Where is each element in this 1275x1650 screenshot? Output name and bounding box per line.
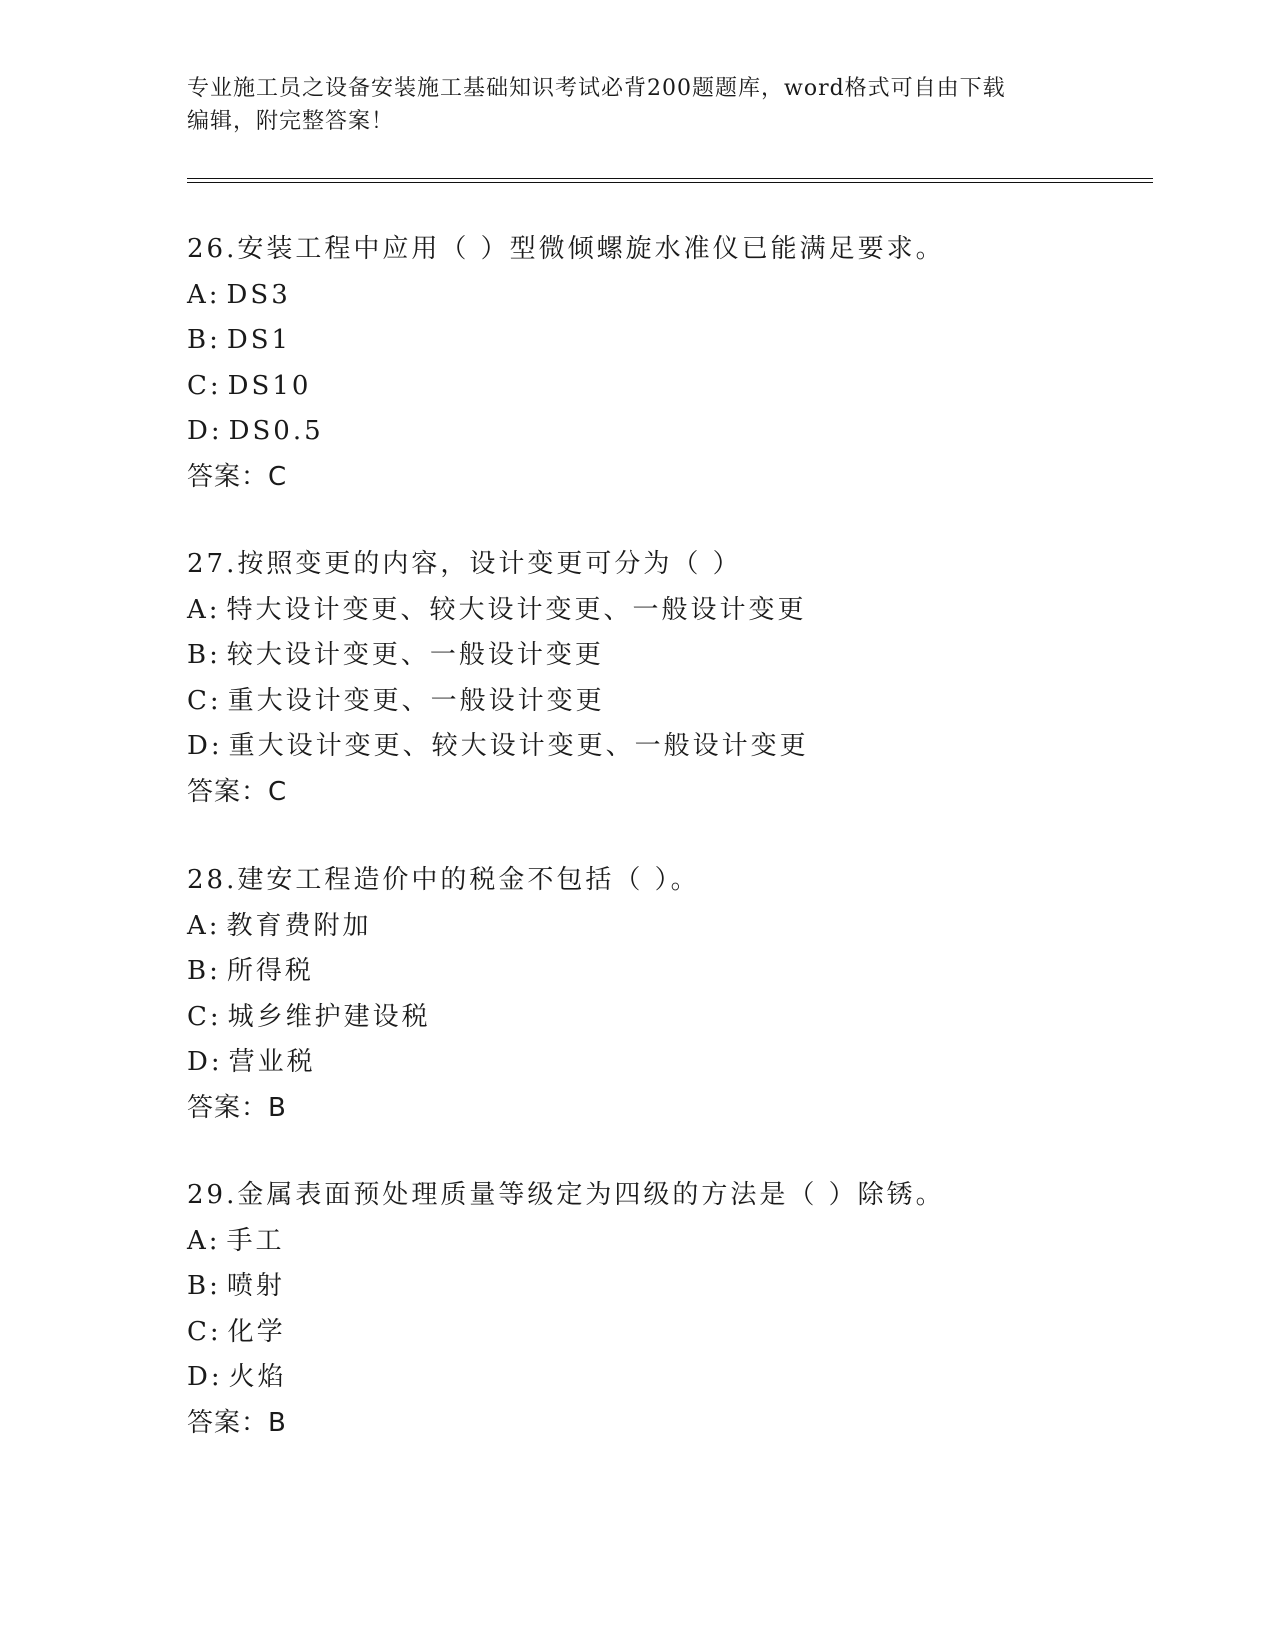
question-block <box>187 227 1147 500</box>
option-a: A: 教育费附加 <box>187 904 1147 950</box>
option-d: D: 火焰 <box>187 1355 1147 1401</box>
option-text: 较大设计变更、一般设计变更 <box>226 640 604 670</box>
option-letter: A <box>187 1225 209 1256</box>
option-text: 喷射 <box>226 1271 285 1301</box>
answer-line: 答案：C <box>187 776 288 807</box>
option-d: D: 重大设计变更、较大设计变更、一般设计变更 <box>187 724 1147 770</box>
option-b: B: DS1 <box>187 318 1147 364</box>
option-c: C: 重大设计变更、一般设计变更 <box>187 679 1147 725</box>
option-letter: C <box>187 685 210 716</box>
option-letter: B <box>187 956 210 986</box>
option-letter: D <box>187 416 211 446</box>
option-a: A: 特大设计变更、较大设计变更、一般设计变更 <box>187 588 1147 634</box>
question-title: 27.按照变更的内容，设计变更可分为（ ） <box>187 549 742 579</box>
option-b: B: 较大设计变更、一般设计变更 <box>187 633 1147 679</box>
option-letter: D <box>187 1047 211 1077</box>
option-text: DS1 <box>226 325 292 355</box>
option-a: A: DS3 <box>187 273 1147 319</box>
question-title: 29.金属表面预处理质量等级定为四级的方法是（ ）除锈。 <box>187 1180 945 1210</box>
question-block <box>187 542 1147 815</box>
option-text: 城乡维护建设税 <box>227 1001 431 1032</box>
option-text: DS10 <box>227 370 312 401</box>
answer-line: 答案：B <box>187 1092 287 1123</box>
question-block <box>187 858 1147 1131</box>
option-c: C: DS10 <box>187 364 1147 410</box>
option-b: B: 所得税 <box>187 949 1147 995</box>
header-line-2: 编辑，附完整答案！ <box>187 109 395 134</box>
question-title: 26.安装工程中应用（ ）型微倾螺旋水准仪已能满足要求。 <box>187 234 945 264</box>
header-divider-top <box>187 178 1153 179</box>
option-letter: D <box>187 731 211 761</box>
option-text: 重大设计变更、较大设计变更、一般设计变更 <box>228 731 809 761</box>
option-letter: A <box>187 910 209 941</box>
option-letter: C <box>187 1316 210 1347</box>
option-text: 特大设计变更、较大设计变更、一般设计变更 <box>226 594 807 625</box>
option-d: D: DS0.5 <box>187 409 1147 455</box>
option-b: B: 喷射 <box>187 1264 1147 1310</box>
question-block <box>187 1173 1147 1446</box>
document-header <box>187 72 1087 138</box>
answer-line: 答案：B <box>187 1407 287 1438</box>
option-d: D: 营业税 <box>187 1040 1147 1086</box>
option-text: 所得税 <box>226 956 314 986</box>
option-a: A: 手工 <box>187 1219 1147 1265</box>
option-letter: D <box>187 1362 211 1392</box>
option-text: DS0.5 <box>228 416 324 446</box>
option-letter: B <box>187 325 210 355</box>
header-divider-bottom <box>187 182 1153 183</box>
option-c: C: 城乡维护建设税 <box>187 995 1147 1041</box>
option-letter: A <box>187 279 209 310</box>
option-text: 教育费附加 <box>226 910 372 941</box>
option-letter: C <box>187 1001 210 1032</box>
option-text: 手工 <box>226 1225 285 1256</box>
option-text: 重大设计变更、一般设计变更 <box>227 685 605 716</box>
option-letter: B <box>187 640 210 670</box>
option-letter: A <box>187 594 209 625</box>
answer-line: 答案：C <box>187 461 288 492</box>
option-letter: C <box>187 370 210 401</box>
question-title: 28.建安工程造价中的税金不包括（ ）。 <box>187 865 700 895</box>
option-c: C: 化学 <box>187 1310 1147 1356</box>
option-text: 火焰 <box>228 1362 287 1392</box>
option-letter: B <box>187 1271 210 1301</box>
option-text: 化学 <box>227 1316 286 1347</box>
option-text: 营业税 <box>228 1047 316 1077</box>
header-line-1: 专业施工员之设备安装施工基础知识考试必背200题题库，word格式可自由下载 <box>187 76 1006 101</box>
option-text: DS3 <box>226 279 291 310</box>
